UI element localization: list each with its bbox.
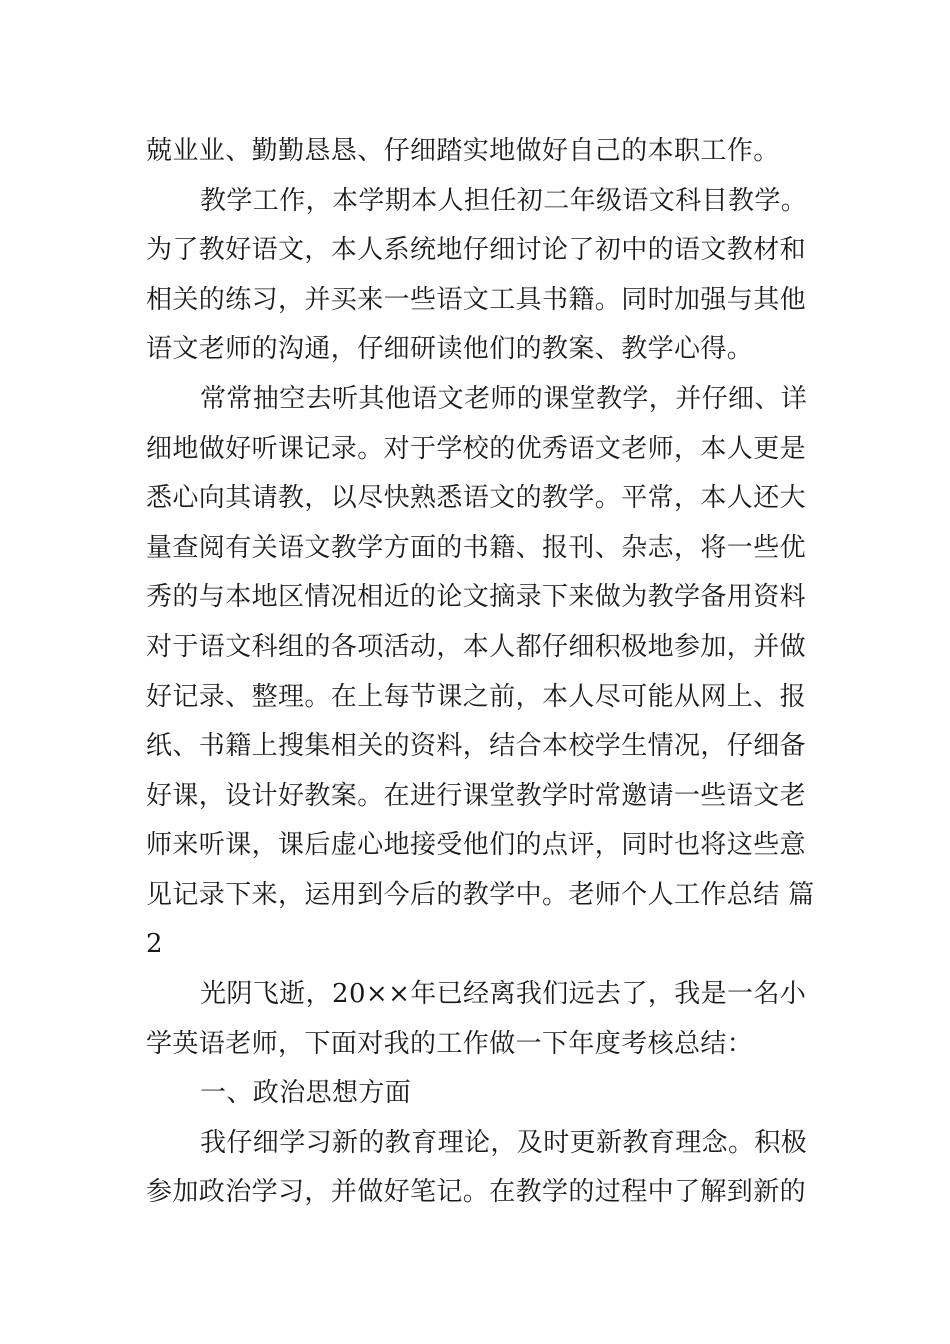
text-line: 语文老师的沟通，仔细研读他们的教案、教学心得。 — [146, 334, 754, 364]
text-line: 好课，设计好教案。在进行课堂教学时常邀请一些语文老 — [146, 781, 807, 811]
text-line: 见记录下来，运用到今后的教学中。老师个人工作总结 篇 — [146, 880, 815, 910]
text-line: 我仔细学习新的教育理论，及时更新教育理念。积极 — [200, 1128, 808, 1158]
text-line: 学英语老师，下面对我的工作做一下年度考核总结： — [146, 1029, 754, 1059]
text-line: 参加政治学习，并做好笔记。在教学的过程中了解到新的 — [146, 1177, 807, 1207]
text-line: 秀的与本地区情况相近的论文摘录下来做为教学备用资料 — [146, 582, 807, 612]
text-line: 常常抽空去听其他语文老师的课堂教学，并仔细、详 — [200, 384, 808, 414]
text-line: 量查阅有关语文教学方面的书籍、报刊、杂志，将一些优 — [146, 533, 807, 563]
text-line: 细地做好听课记录。对于学校的优秀语文老师，本人更是 — [146, 434, 807, 464]
text-line: 好记录、整理。在上每节课之前，本人尽可能从网上、报 — [146, 682, 807, 712]
text-line: 相关的练习，并买来一些语文工具书籍。同时加强与其他 — [146, 285, 807, 315]
text-line: 教学工作，本学期本人担任初二年级语文科目教学。 — [200, 186, 808, 216]
text-line: 师来听课，课后虚心地接受他们的点评，同时也将这些意 — [146, 830, 807, 860]
text-line: 兢业业、勤勤恳恳、仔细踏实地做好自己的本职工作。 — [146, 136, 780, 166]
text-line: 为了教好语文，本人系统地仔细讨论了初中的语文教材和 — [146, 235, 807, 265]
text-line: 对于语文科组的各项活动，本人都仔细积极地参加，并做 — [146, 632, 807, 662]
text-line: 2 — [146, 929, 163, 959]
text-line: 纸、书籍上搜集相关的资料，结合本校学生情况，仔细备 — [146, 731, 807, 761]
text-line: 悉心向其请教，以尽快熟悉语文的教学。平常，本人还大 — [146, 483, 807, 513]
section-heading: 一、政治思想方面 — [200, 1078, 412, 1108]
text-line: 光阴飞逝，20××年已经离我们远去了，我是一名小 — [200, 979, 807, 1009]
